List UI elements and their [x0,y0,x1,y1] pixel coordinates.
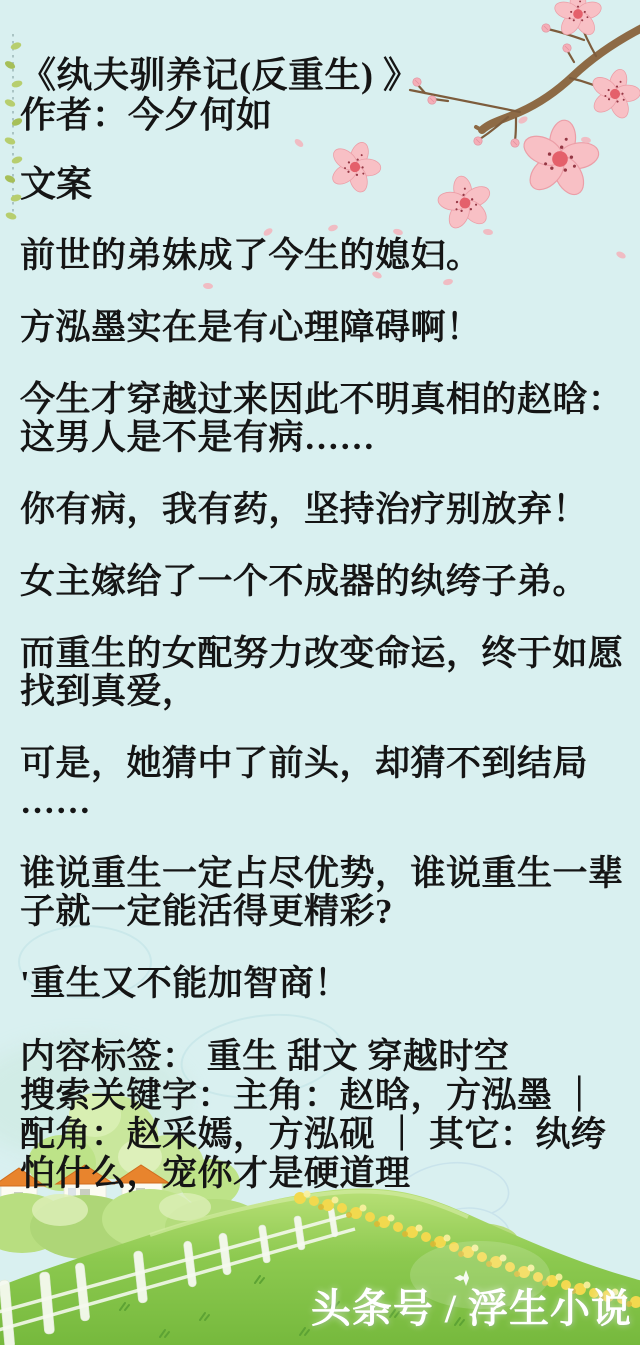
synopsis-paragraph [20,563,626,601]
synopsis-paragraph [20,855,626,931]
synopsis-line: 方泓墨实在是有心理障碍啊！ [20,308,482,347]
synopsis-line: 而重生的女配努力改变命运，终于如愿 [20,634,624,673]
synopsis-line: '重生又不能加智商！ [20,964,350,1003]
search-keywords-line: 怕什么，宠你才是硬道理 [20,1154,411,1193]
search-keywords-line: 搜索关键字：主角：赵晗，方泓墨 ｜ [20,1076,598,1115]
synopsis-line: 谁说重生一定占尽优势，谁说重生一辈 [20,854,624,893]
synopsis-line: 这男人是不是有病…… [20,418,376,457]
text-column [20,55,626,1193]
synopsis-line: …… [20,782,91,821]
synopsis-paragraph [20,745,626,821]
synopsis-line: 子就一定能活得更精彩? [20,892,394,931]
synopsis-paragraph [20,309,626,347]
meta-block [20,1037,626,1193]
synopsis-paragraph [20,965,626,1003]
synopsis-line: 找到真爱， [20,672,198,711]
watermark: 头条号 / 浮生小说 [310,1286,632,1331]
synopsis-line: 今生才穿越过来因此不明真相的赵晗： [20,380,624,419]
synopsis-paragraph [20,237,626,275]
search-keywords-line: 配角：赵采嫣，方泓砚 ｜ 其它：纨绔 [20,1115,607,1154]
synopsis-line: 你有病，我有药，坚持治疗别放弃！ [20,490,589,529]
synopsis-line: 前世的弟妹成了今生的媳妇。 [20,236,482,275]
synopsis-line: 女主嫁给了一个不成器的纨绔子弟。 [20,562,589,601]
synopsis-line: 可是，她猜中了前头，却猜不到结局 [20,744,589,783]
content-tags-line: 内容标签： 重生 甜文 穿越时空 [20,1037,510,1076]
author-line: 作者：今夕何如 [20,95,273,135]
blossom-bud [563,44,571,52]
section-label: 文案 [20,164,93,204]
blossom-bud [542,24,550,32]
synopsis-paragraph [20,381,626,457]
synopsis-paragraph [20,635,626,711]
synopsis-paragraph [20,491,626,529]
book-title: 《纨夫驯养记(反重生) 》 [20,55,420,95]
